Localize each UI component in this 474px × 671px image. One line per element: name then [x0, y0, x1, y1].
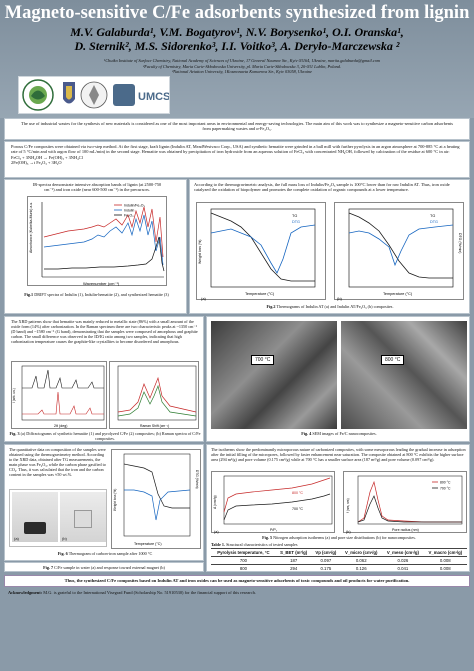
fig2a-legend-dtg: DTG [292, 220, 301, 224]
fig1-caption-text: DRIFT spectra of Indulin (1), Indulin-hematite (2), and synthesized hematite (3) [33, 292, 169, 297]
fig2-caption [194, 304, 466, 309]
fig6-dtg-curve [124, 490, 190, 520]
fig5b-panel-label: (b) [346, 530, 351, 534]
fig2b-legend-tg: TG [430, 214, 436, 218]
sem-image-700 [211, 321, 337, 429]
fig3b-xlabel: Raman Shift (cm⁻¹) [140, 424, 170, 428]
lab-logo [23, 80, 53, 110]
ack-text: M.G. is grateful to the International Visegrad Fund (Scholarship No. 51910530) for the financial support of this research. [42, 590, 256, 595]
fig3a-plot [11, 361, 107, 429]
fig5a-label-800: 800 °C [292, 491, 304, 495]
logo-strip [18, 76, 170, 114]
fig1-caption [13, 292, 180, 297]
fig1-legend-3: Fe₂O₃ [124, 213, 134, 218]
table1 [211, 548, 467, 572]
fig6-caption-text: Thermogram of carbon-iron sample after 1000 °C [67, 551, 153, 556]
fig6-tg-curve [124, 464, 190, 508]
sem-label-800: 800 °C [381, 355, 404, 365]
authors [0, 25, 474, 53]
table1-header: V_micro (cm³/g) [340, 549, 382, 557]
fig1-spectra [28, 197, 168, 287]
fig5b-legend-1: 800 °C [440, 480, 451, 485]
fig2b-thermogram [335, 203, 465, 301]
fig5b-plot [343, 471, 467, 533]
poster-title: Magneto-sensitive C/Fe adsorbents synthesized from lignin [4, 3, 470, 23]
fig2a-panel-label: (a) [201, 296, 206, 301]
fig7-photo-b [60, 492, 106, 542]
conclusion-text: Thus, the synthesized C/Fe composites based on Indulin AT and iron oxides can be used as magneto-sensitive adsorbents of toxic compounds and oil products for water purification. [64, 578, 410, 583]
fig3-caption-label: Fig. 3 [9, 431, 20, 436]
authors-line-1: M.V. Galaburda¹, V.M. Bogatyrov¹, N.V. Borysenko¹, O.I. Oranska¹, [70, 25, 404, 39]
fig5b-legend-2: 700 °C [440, 486, 451, 491]
fig1-legend [114, 204, 145, 218]
umcs-logo [113, 84, 169, 106]
fig5a-isotherm-800 [224, 478, 330, 512]
umcs-logo-text: UMCS [138, 91, 169, 103]
fig3a-ylabel: I (arb. un.) [12, 388, 16, 403]
fig5a-panel-label: (a) [214, 530, 219, 534]
fig5a-plot [211, 471, 335, 533]
conclusion-box [4, 575, 470, 587]
fig3a-xrd-composite [22, 392, 104, 414]
fig6-caption-label: Fig. 6 [57, 551, 68, 556]
fig5b-psd [344, 472, 468, 534]
fig7-caption-label: Fig. 7 [43, 565, 54, 570]
fig6-panel [4, 444, 204, 561]
crest-logo [63, 82, 75, 104]
table1-caption-text: Structural characteristics of tested samples [225, 542, 298, 547]
fig3-caption [9, 431, 201, 441]
fig3b-raman-800 [118, 386, 196, 416]
fig7-sample-a [24, 522, 46, 534]
fig6-plot [111, 449, 201, 549]
fig2-panel [189, 179, 470, 314]
methods-text: Porous C/Fe composites were obtained via two-step method. At the first stage, kraft lignin (Indulin AT, MeadWestvaco Corp., USA) and synthetic hematite were grinded in a ball mill with further pyrolysis in an argon atmosphere at 700-885 °C at a heating rate of 5 °C/min and with argon flow of 100 mL/min) in the second stage. Hematite was obtained by precipitation of iron hydroxide from an aqueous solution of FeCl₃ with concentrated NH₄OH, followed by calcination of the residue at 600 °C in air: [11, 144, 460, 155]
fig1-panel [4, 179, 187, 314]
fig4-caption-label: Fig. 4 [301, 431, 312, 436]
fig4-caption [211, 431, 467, 436]
fig5a-isotherm-700 [224, 494, 330, 520]
fig5a-ylabel: A (cm³/g) [213, 495, 217, 509]
fig3-text: The XRD patterns show that hematite was mainly reduced to metallic state (86%) with a small amount of the oxide form (14%) after carbonization. In the Raman spectrum there are two characteristic peaks at ~1350 cm⁻¹ (D band) and ~1580 cm⁻¹ (G band), demonstrating that the samples were composed of amorphous and graphite carbon. The small difference was observed in the ID/IG ratio among two samples, indicating that high carbonization temperature causes the graphite-like crystallites to become disordered and amorphous. [11, 319, 198, 344]
institution-logos [19, 77, 169, 113]
fig5-text: The isotherms show the predominantly microporous nature of carbonized composites, with some mesoporous leading the gradual increase in adsorption after the initial filling of the micropores, followed by faster enhancement near saturation. The composite obtained at 800 °C exhibits the higher surface area (294 m²/g) and pore volume (0.175 cm³/g) while at 700 °C has a smaller surface area (187 m²/g) and pore volume (0.097 cm³/g). [211, 447, 466, 462]
fig2a-xlabel: Temperature (°C) [245, 292, 275, 296]
fig2b-plot [334, 202, 464, 300]
fig7-photos [9, 489, 107, 547]
fig5a-xlabel: P/P₀ [270, 528, 278, 532]
affiliations [62, 58, 422, 75]
table1-header: V_meso (cm³/g) [382, 549, 423, 557]
fig5-caption-text: Nitrogen adsorption isotherms (a) and pore size distributions (b) for nanocomposites. [272, 535, 416, 540]
table-cell: 0.062 [340, 557, 382, 565]
fig2a-thermogram [197, 203, 327, 301]
fig7-caption [4, 562, 204, 572]
fig2a-ylabel: Weight loss (%) [198, 239, 202, 264]
fig4-caption-text: SEM images of Fe/C nanocomposites. [311, 431, 377, 436]
fig3a-xrd [12, 362, 108, 430]
fig5b-psd-700 [358, 496, 462, 522]
fig7-caption-text: C/Fe sample in water (a) and response toward external magnet (b) [53, 565, 165, 570]
table-row [211, 565, 467, 573]
intro-text: The use of industrial wastes for the synthesis of new materials is considered as one of the most important areas in environmental and energy-saving technologies. The main aim of this work was to synthesize a magneto-sensitive carbon adsorbents from papermaking wastes and α-Fe₂O₃. [21, 121, 453, 132]
fig2b-xlabel: Temperature (°C) [383, 292, 413, 296]
table1-header-row [211, 549, 467, 557]
sem-image-800 [341, 321, 467, 429]
fig5b-ylabel: f (nm, nm) [346, 498, 350, 513]
fig3b-raman-700 [118, 378, 196, 412]
fig2b-dtg-curve [349, 225, 453, 265]
authors-line-2: D. Sternik², M.S. Sidorenko³, I.I. Voitko³, A. Deryło-Marczewska ² [74, 39, 400, 53]
fig1-text: IR-spectra demonstrate intensive absorption bands of lignin (at 2500-750 cm⁻¹) and iron oxide (near 600-500 cm⁻¹) in the precursors. [32, 182, 162, 193]
table-cell: 0.175 [311, 565, 340, 573]
table1-header: V_macro (cm³/g) [424, 549, 467, 557]
table-cell: 0.126 [340, 565, 382, 573]
fig2a-dtg-curve [211, 225, 315, 273]
table-cell: 0.041 [382, 565, 423, 573]
fig5a-isotherms [212, 472, 336, 534]
emblem-logo [81, 82, 107, 108]
fig5b-xlabel: Pore radius (nm) [392, 528, 419, 532]
fig3b-plot [109, 361, 199, 429]
fig2a-legend-tg: TG [292, 214, 298, 218]
fig6-xlabel: Temperature (°C) [134, 542, 162, 546]
fig7-panel-a: (a) [14, 536, 19, 541]
affiliation-2: ²Faculty of Chemistry, Maria Curie-Skłodowska University, pl. Maria Curie-Skłodowska 3, 20-031 Lublin, Poland. [143, 63, 341, 69]
table1-header: Pyrolysis temperature, °C [211, 549, 276, 557]
fig2-text: According to the thermogravimetric analysis, the full mass loss of Indulin/Fe₂O₃ sample is 100°C lower than for raw Indulin AT. Thus, iron oxide catalyzed the oxidation of biopolymer and promotes the complete oxidation of organic compounds at a lower temperature. [194, 182, 450, 193]
fig6-caption [9, 551, 201, 556]
fig2-caption-label: Fig.2 [266, 304, 276, 309]
fig5-caption [211, 535, 467, 540]
table-cell: 0.008 [424, 565, 467, 573]
table-cell: 0.026 [382, 557, 423, 565]
table1-header: S_BET (m²/g) [276, 549, 312, 557]
equation-2: 2Fe(OH)₃ →t Fe₂O₃ + 3H₂O [11, 160, 62, 166]
sem-label-700: 700 °C [251, 355, 274, 365]
fig5b-legend [432, 481, 451, 491]
fig3a-xlabel: 2θ (deg) [54, 424, 68, 428]
acknowledgment [8, 590, 468, 595]
fig5-caption-label: Fig. 5 [262, 535, 273, 540]
fig5-panel [206, 444, 470, 572]
table-cell: 0.097 [311, 557, 340, 565]
table-cell: 800 [211, 565, 276, 573]
fig6-ylabel2: DTG (%/min) [195, 470, 199, 489]
fig1-xlabel: Wavenumber (cm⁻¹) [83, 281, 120, 286]
table-cell: 0.008 [424, 557, 467, 565]
fig7-panel-b: (b) [62, 536, 67, 541]
fig1-legend-1: Indulin/Fe₂O₃ [124, 203, 145, 208]
affiliation-1: ¹Chuiko Institute of Surface Chemistry, National Academy of Sciences of Ukraine, 17 General Naumov Str., Kyiv 03164, Ukraine, mariia.galaburda@gmail.com [104, 58, 380, 63]
fig1-legend-2: Indulin [124, 208, 135, 213]
fig1-series-hematite [44, 207, 163, 257]
fig3b-raman [110, 362, 200, 430]
fig2b-ylabel2: DTG (%/min) [458, 233, 462, 254]
table1-header: Vp (cm³/g) [311, 549, 340, 557]
fig1-series-indulin [44, 215, 163, 265]
fig2a-plot [196, 202, 326, 300]
affiliation-3: ³National Aviation University, 1Kosmonavta Komarova Str., Kyiv 03058, Ukraine [172, 69, 312, 75]
fig1-ylabel: Absorbance (Kubelka-Munk) a.u. [29, 201, 33, 253]
fig7-sample-b [74, 510, 92, 528]
table1-caption [211, 542, 371, 547]
table-cell: 700 [211, 557, 276, 565]
fig3-panel [4, 316, 204, 442]
intro-box [4, 118, 470, 140]
ack-label: Acknowledgment: [8, 590, 43, 595]
equation-1: FeCl₃ + 3NH₄OH → Fe(OH)₃ + 3NH₄Cl [11, 154, 83, 160]
table1-caption-label: Table 1. [211, 542, 226, 547]
fig6-thermogram [112, 450, 202, 550]
fig2b-panel-label: (b) [337, 296, 342, 301]
table-cell: 294 [276, 565, 312, 573]
fig1-plot [27, 196, 167, 286]
fig3-caption-text: (a) Diffractograms of synthetic hematite (1) and pyrolyzed C/Fe (2) composites; (b) Raman spectra of C/Fe composites. [19, 431, 201, 441]
fig1-series-fe2o3 [44, 237, 164, 271]
fig1-caption-label: Fig.1 [24, 292, 34, 297]
fig4-panel [206, 316, 470, 442]
fig7-photo-a [12, 492, 58, 542]
fig6-ylabel: Weight loss (%) [113, 488, 117, 511]
table-row [211, 557, 467, 565]
fig6-text: The quantitative data on composition of the samples were obtained using the thermogravimetry method. According to the XRD data, obtained after TG measurements, the main phase was Fe₂O₃, while the carbon phase gasified to CO₂. Thus, it was calculated that the iron and the carbon content in the samples was ≈50 wt.%. [9, 447, 106, 477]
fig3a-xrd-hematite [22, 370, 104, 388]
fig2-caption-text: Thermograms of Indulin AT (a) and Indulin AT/Fe₂O₃ (b) composites. [275, 304, 394, 309]
table-cell: 187 [276, 557, 312, 565]
fig5a-label-700: 700 °C [292, 507, 304, 511]
methods-box [4, 141, 470, 178]
fig2b-legend-dtg: DTG [430, 220, 439, 224]
